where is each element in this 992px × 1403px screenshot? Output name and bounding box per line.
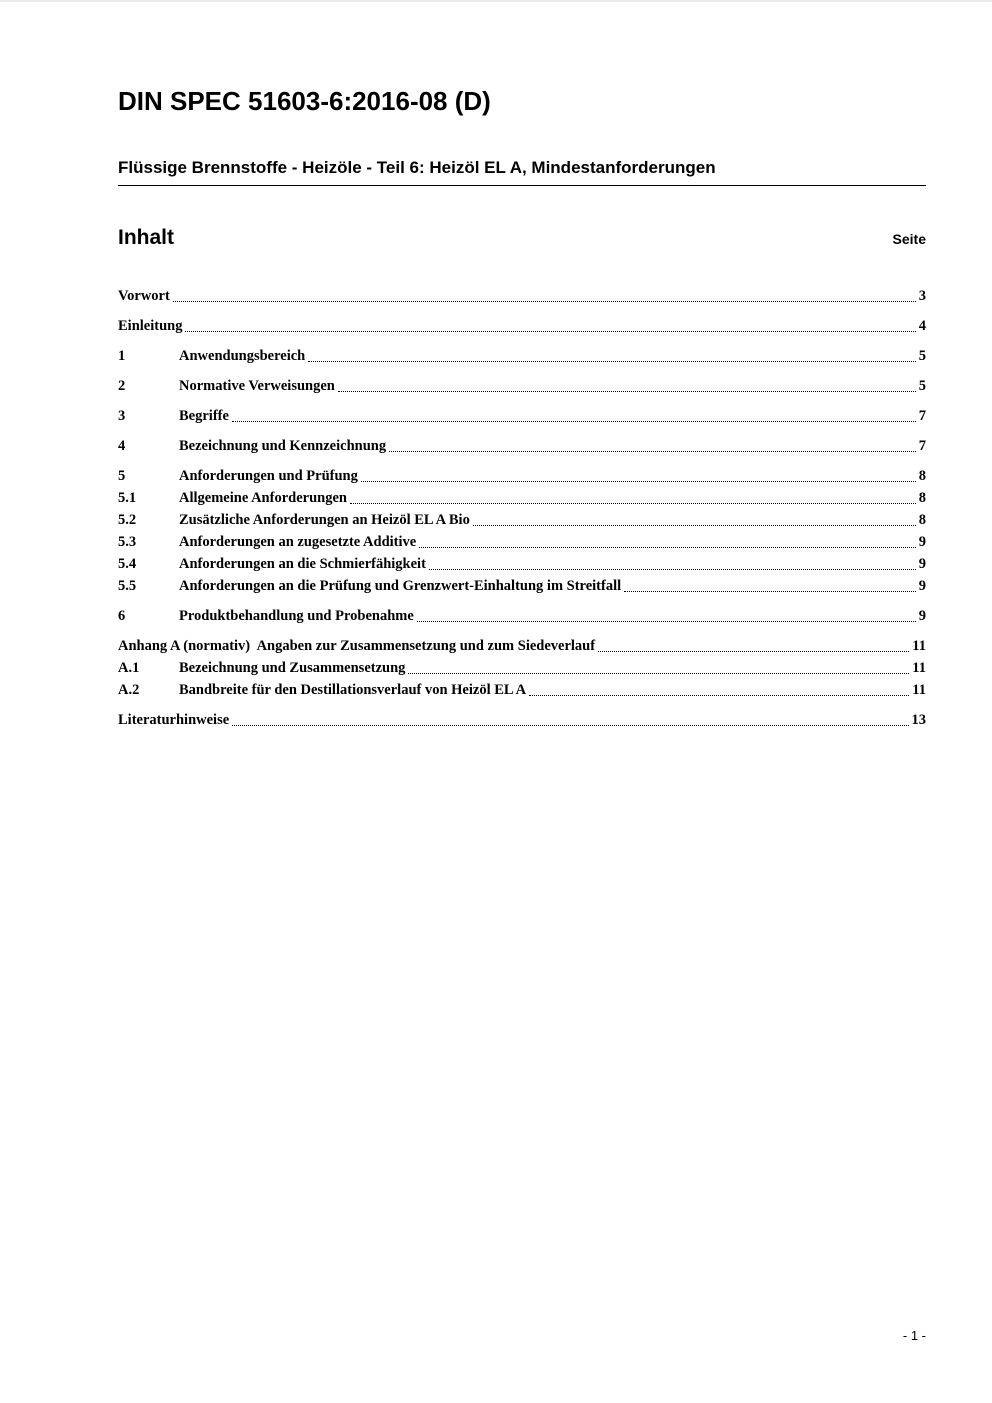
toc-entry-number: 5.3 [118,534,137,550]
toc-entry-page: 4 [918,318,926,334]
toc-entry-number: 4 [118,438,126,454]
toc-entry-page: 8 [918,490,926,506]
toc-entry-label: Normative Verweisungen [179,378,335,394]
toc-entry-page: 5 [918,378,926,394]
toc-entry-page: 9 [918,556,926,572]
toc-entry [118,554,926,574]
document-title: Flüssige Brennstoffe - Heizöle - Teil 6: Heizöl EL A, Mindestanforderungen [118,158,926,186]
toc-leader-dots [232,725,908,726]
toc-entry-number: 5.2 [118,512,137,528]
toc-entry [118,606,926,626]
toc-entry-page: 11 [912,638,926,654]
toc-entry [118,658,926,678]
toc-leader-dots [232,421,916,422]
toc-leader-dots [419,547,916,548]
toc-leader-dots [429,569,916,570]
toc-entry-page: 5 [918,348,926,364]
toc-entry-number: A.1 [118,660,140,676]
toc-entry [118,576,926,596]
toc-page-column-label: Seite [892,231,926,247]
toc-entry [118,680,926,700]
toc-entry-label: Anforderungen an zugesetzte Additive [179,534,417,550]
toc-leader-dots [308,361,916,362]
toc-entry-number: 6 [118,608,126,624]
toc-entry-label: Bandbreite für den Destillationsverlauf von Heizöl EL A [179,682,527,698]
toc-entry-label: Bezeichnung und Kennzeichnung [179,438,387,454]
page-content [118,86,926,730]
toc-entry-label: Einleitung [118,318,183,334]
toc-entry-page: 8 [918,512,926,528]
toc-entry [118,286,926,306]
toc-entry [118,532,926,552]
toc-entry [118,346,926,366]
toc-header [118,226,926,250]
toc-entry-label: Vorwort [118,288,170,304]
toc-leader-dots [624,591,916,592]
toc-entry-page: 9 [918,534,926,550]
toc-leader-dots [417,621,916,622]
toc-entry-label: Anforderungen und Prüfung [179,468,358,484]
toc-entry-label: Anforderungen an die Schmierfähigkeit [179,556,426,572]
toc-entry-label: Anwendungsbereich [179,348,306,364]
table-of-contents [118,286,926,730]
toc-entry [118,406,926,426]
toc-entry-number: 1 [118,348,126,364]
toc-entry [118,316,926,336]
toc-entry-number: A.2 [118,682,140,698]
toc-heading: Inhalt [118,226,174,249]
toc-entry [118,436,926,456]
toc-entry-page: 7 [918,408,926,424]
toc-leader-dots [350,503,916,504]
toc-leader-dots [185,331,915,332]
toc-entry-label: Begriffe [179,408,229,424]
toc-entry [118,710,926,730]
toc-entry-label: Produktbehandlung und Probenahme [179,608,414,624]
toc-entry [118,466,926,486]
toc-entry [118,376,926,396]
toc-leader-dots [361,481,916,482]
toc-entry-label: Anhang A (normativ) Angaben zur Zusammensetzung und zum Siedeverlauf [118,638,596,654]
toc-entry-page: 11 [912,660,926,676]
toc-leader-dots [173,301,916,302]
toc-entry-label: Anforderungen an die Prüfung und Grenzwert-Einhaltung im Streitfall [179,578,622,594]
toc-entry-page: 11 [912,682,926,698]
toc-entry [118,488,926,508]
toc-entry-number: 3 [118,408,126,424]
toc-entry-page: 3 [918,288,926,304]
toc-entry-page: 13 [911,712,926,728]
toc-leader-dots [408,673,909,674]
toc-entry-page: 7 [918,438,926,454]
page-number-footer: - 1 - [902,1328,926,1343]
document-id: DIN SPEC 51603-6:2016-08 (D) [118,86,491,116]
toc-entry-number: 2 [118,378,126,394]
toc-entry-number: 5.5 [118,578,137,594]
toc-entry-label: Bezeichnung und Zusammensetzung [179,660,406,676]
toc-entry-page: 9 [918,608,926,624]
toc-entry-number: 5.4 [118,556,137,572]
toc-leader-dots [529,695,909,696]
toc-entry-page: 8 [918,468,926,484]
toc-entry-label: Zusätzliche Anforderungen an Heizöl EL A Bio [179,512,470,528]
toc-leader-dots [389,451,916,452]
toc-leader-dots [338,391,916,392]
toc-leader-dots [598,651,909,652]
toc-entry-label: Allgemeine Anforderungen [179,490,347,506]
toc-entry-number: 5 [118,468,126,484]
toc-entry-number: 5.1 [118,490,137,506]
toc-leader-dots [473,525,916,526]
toc-entry-label: Literaturhinweise [118,712,230,728]
toc-entry-page: 9 [918,578,926,594]
toc-entry [118,636,926,656]
toc-entry [118,510,926,530]
